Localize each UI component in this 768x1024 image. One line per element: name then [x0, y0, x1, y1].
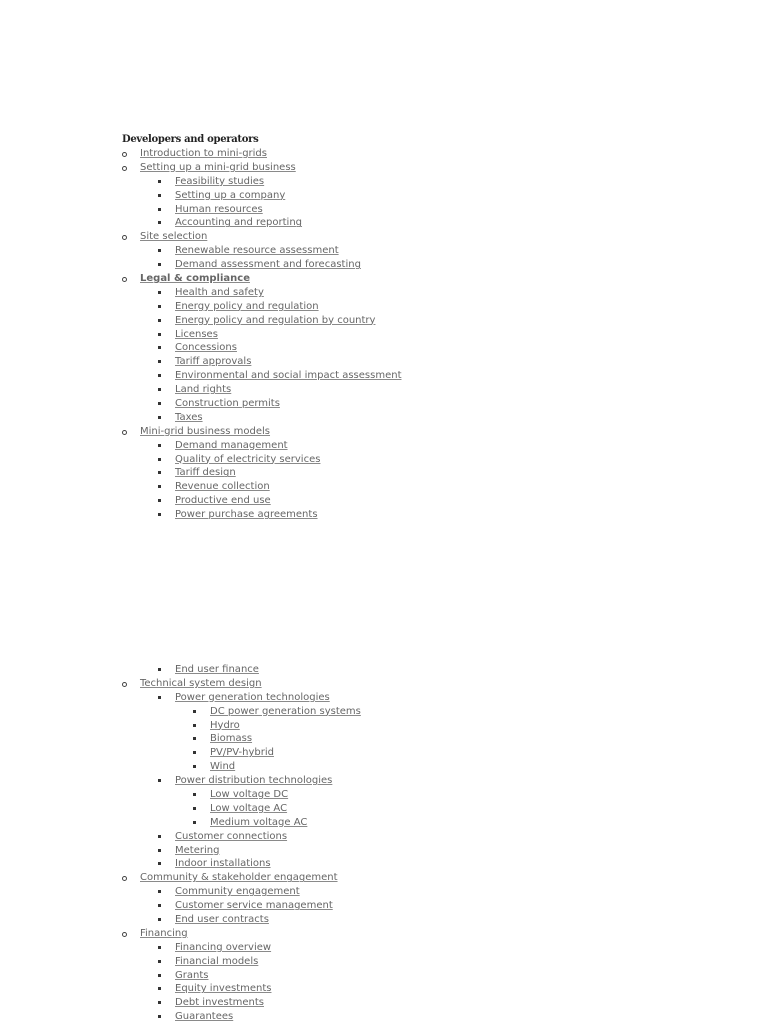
link-financing-overview[interactable]: Financing overview [175, 941, 272, 953]
link-customer-service-management[interactable]: Customer service management [175, 900, 333, 912]
list-item [0, 996, 768, 1010]
list-item [0, 788, 768, 802]
link-grants[interactable]: Grants [175, 969, 209, 981]
circle-bullet-icon [122, 166, 127, 171]
list-item [0, 300, 768, 314]
link-medium-voltage-ac[interactable]: Medium voltage AC [210, 816, 308, 828]
link-end-user-finance[interactable]: End user finance [175, 664, 259, 675]
square-bullet-icon [158, 974, 161, 977]
list-item [0, 746, 768, 760]
link-setting-up-a-company[interactable]: Setting up a company [175, 189, 286, 201]
circle-bullet-icon [122, 152, 127, 157]
link-accounting-and-reporting[interactable]: Accounting and reporting [175, 217, 303, 229]
square-bullet-icon [158, 904, 161, 907]
link-land-rights[interactable]: Land rights [175, 384, 232, 396]
list-item [0, 816, 768, 830]
square-bullet-icon [158, 890, 161, 893]
list-item [0, 719, 768, 733]
link-renewable-resource-assessment[interactable]: Renewable resource assessment [175, 245, 339, 257]
link-energy-policy-and-regulation[interactable]: Energy policy and regulation [175, 300, 319, 312]
link-pv-pv-hybrid[interactable]: PV/PV-hybrid [210, 747, 274, 759]
list-item [0, 982, 768, 996]
link-metering[interactable]: Metering [175, 844, 220, 856]
list-item [0, 913, 768, 927]
list-item [0, 774, 768, 788]
square-bullet-icon [158, 471, 161, 474]
list-item [0, 480, 768, 494]
link-productive-end-use[interactable]: Productive end use [175, 495, 271, 507]
list-item [0, 161, 768, 175]
list-item [0, 189, 768, 203]
list-item [0, 286, 768, 300]
list-item [0, 899, 768, 913]
square-bullet-icon [158, 221, 161, 224]
square-bullet-icon [193, 710, 196, 713]
list-item [0, 691, 768, 705]
square-bullet-icon [193, 765, 196, 768]
list-item [0, 453, 768, 467]
square-bullet-icon [158, 918, 161, 921]
square-bullet-icon [158, 416, 161, 419]
link-community-and-stakeholder-engagement[interactable]: Community & stakeholder engagement [140, 872, 338, 884]
list-item [0, 885, 768, 899]
list-item [0, 383, 768, 397]
link-technical-system-design[interactable]: Technical system design [140, 677, 262, 689]
list-item [0, 508, 768, 522]
list-item [0, 802, 768, 816]
list-item [0, 871, 768, 885]
list-item [0, 355, 768, 369]
square-bullet-icon [158, 1001, 161, 1004]
list-item [0, 425, 768, 439]
square-bullet-icon [193, 724, 196, 727]
list-item [0, 147, 768, 161]
list-item [0, 955, 768, 969]
square-bullet-icon [158, 402, 161, 405]
link-tariff-design[interactable]: Tariff design [175, 467, 236, 479]
square-bullet-icon [158, 696, 161, 699]
square-bullet-icon [193, 821, 196, 824]
list-item [0, 466, 768, 480]
square-bullet-icon [158, 668, 161, 671]
link-biomass[interactable]: Biomass [210, 733, 253, 745]
list-item [0, 369, 768, 383]
link-quality-of-electricity-services[interactable]: Quality of electricity services [175, 453, 321, 465]
link-construction-permits[interactable]: Construction permits [175, 398, 280, 410]
list-item [0, 857, 768, 871]
link-health-and-safety[interactable]: Health and safety [175, 286, 264, 298]
square-bullet-icon [158, 291, 161, 294]
nav-list-top [0, 147, 768, 522]
square-bullet-icon [158, 779, 161, 782]
nav-list-bottom [0, 663, 768, 1024]
link-setting-up-a-mini-grid-business[interactable]: Setting up a mini-grid business [140, 161, 296, 173]
list-item [0, 397, 768, 411]
section-heading: Developers and operators [122, 134, 259, 145]
square-bullet-icon [158, 485, 161, 488]
link-mini-grid-business-models[interactable]: Mini-grid business models [140, 425, 271, 437]
list-item [0, 314, 768, 328]
list-item [0, 328, 768, 342]
square-bullet-icon [158, 960, 161, 963]
link-financial-models[interactable]: Financial models [175, 955, 259, 967]
link-human-resources[interactable]: Human resources [175, 203, 263, 215]
link-indoor-installations[interactable]: Indoor installations [175, 858, 271, 870]
circle-bullet-icon [122, 932, 127, 937]
list-item [0, 230, 768, 244]
square-bullet-icon [158, 513, 161, 516]
link-energy-policy-and-regulation-by-country[interactable]: Energy policy and regulation by country [175, 314, 376, 326]
square-bullet-icon [158, 360, 161, 363]
link-guarantees[interactable]: Guarantees [175, 1011, 234, 1023]
link-feasibility-studies[interactable]: Feasibility studies [175, 175, 265, 187]
link-site-selection[interactable]: Site selection [140, 231, 208, 243]
link-financing[interactable]: Financing [140, 927, 188, 939]
list-item [0, 677, 768, 691]
list-item [0, 175, 768, 189]
square-bullet-icon [158, 849, 161, 852]
link-wind[interactable]: Wind [210, 761, 236, 773]
square-bullet-icon [158, 249, 161, 252]
link-tariff-approvals[interactable]: Tariff approvals [175, 356, 252, 368]
square-bullet-icon [158, 946, 161, 949]
list-item [0, 258, 768, 272]
circle-bullet-icon [122, 682, 127, 687]
circle-bullet-icon [122, 277, 127, 282]
square-bullet-icon [158, 499, 161, 502]
list-item [0, 216, 768, 230]
circle-bullet-icon [122, 235, 127, 240]
list-item [0, 411, 768, 425]
link-demand-assessment-and-forecasting[interactable]: Demand assessment and forecasting [175, 259, 361, 271]
list-item [0, 941, 768, 955]
link-customer-connections[interactable]: Customer connections [175, 830, 288, 842]
list-item [0, 663, 768, 677]
list-item [0, 844, 768, 858]
circle-bullet-icon [122, 430, 127, 435]
link-hydro[interactable]: Hydro [210, 719, 240, 731]
circle-bullet-icon [122, 876, 127, 881]
link-dc-power-generation-systems[interactable]: DC power generation systems [210, 705, 361, 717]
square-bullet-icon [158, 319, 161, 322]
square-bullet-icon [158, 835, 161, 838]
link-power-distribution-technologies[interactable]: Power distribution technologies [175, 775, 333, 787]
square-bullet-icon [158, 862, 161, 865]
link-low-voltage-dc[interactable]: Low voltage DC [210, 789, 289, 801]
link-taxes[interactable]: Taxes [175, 411, 203, 423]
link-licenses[interactable]: Licenses [175, 328, 218, 340]
link-demand-management[interactable]: Demand management [175, 439, 288, 451]
list-item [0, 203, 768, 217]
square-bullet-icon [193, 793, 196, 796]
square-bullet-icon [193, 807, 196, 810]
square-bullet-icon [158, 374, 161, 377]
link-debt-investments[interactable]: Debt investments [175, 997, 264, 1009]
link-equity-investments[interactable]: Equity investments [175, 983, 272, 995]
link-community-engagement[interactable]: Community engagement [175, 886, 300, 898]
link-introduction-to-mini-grids[interactable]: Introduction to mini-grids [140, 148, 267, 159]
list-item [0, 760, 768, 774]
square-bullet-icon [158, 987, 161, 990]
square-bullet-icon [158, 388, 161, 391]
link-legal-and-compliance[interactable]: Legal & compliance [140, 273, 250, 285]
square-bullet-icon [158, 305, 161, 308]
link-environmental-and-social-impact-assessment[interactable]: Environmental and social impact assessment [175, 370, 402, 382]
square-bullet-icon [158, 194, 161, 197]
list-item [0, 439, 768, 453]
square-bullet-icon [158, 346, 161, 349]
square-bullet-icon [193, 751, 196, 754]
link-power-generation-technologies[interactable]: Power generation technologies [175, 691, 330, 703]
square-bullet-icon [158, 444, 161, 447]
list-item [0, 341, 768, 355]
square-bullet-icon [158, 180, 161, 183]
list-item [0, 272, 768, 286]
link-low-voltage-ac[interactable]: Low voltage AC [210, 802, 288, 814]
link-end-user-contracts[interactable]: End user contracts [175, 914, 269, 926]
list-item [0, 494, 768, 508]
link-concessions[interactable]: Concessions [175, 342, 237, 354]
list-item [0, 969, 768, 983]
square-bullet-icon [158, 208, 161, 211]
square-bullet-icon [158, 1015, 161, 1018]
square-bullet-icon [193, 737, 196, 740]
square-bullet-icon [158, 263, 161, 266]
link-power-purchase-agreements[interactable]: Power purchase agreements [175, 509, 318, 521]
square-bullet-icon [158, 458, 161, 461]
list-item [0, 244, 768, 258]
list-item [0, 1010, 768, 1024]
list-item [0, 830, 768, 844]
square-bullet-icon [158, 333, 161, 336]
link-revenue-collection[interactable]: Revenue collection [175, 481, 270, 493]
list-item [0, 732, 768, 746]
list-item [0, 705, 768, 719]
list-item [0, 927, 768, 941]
